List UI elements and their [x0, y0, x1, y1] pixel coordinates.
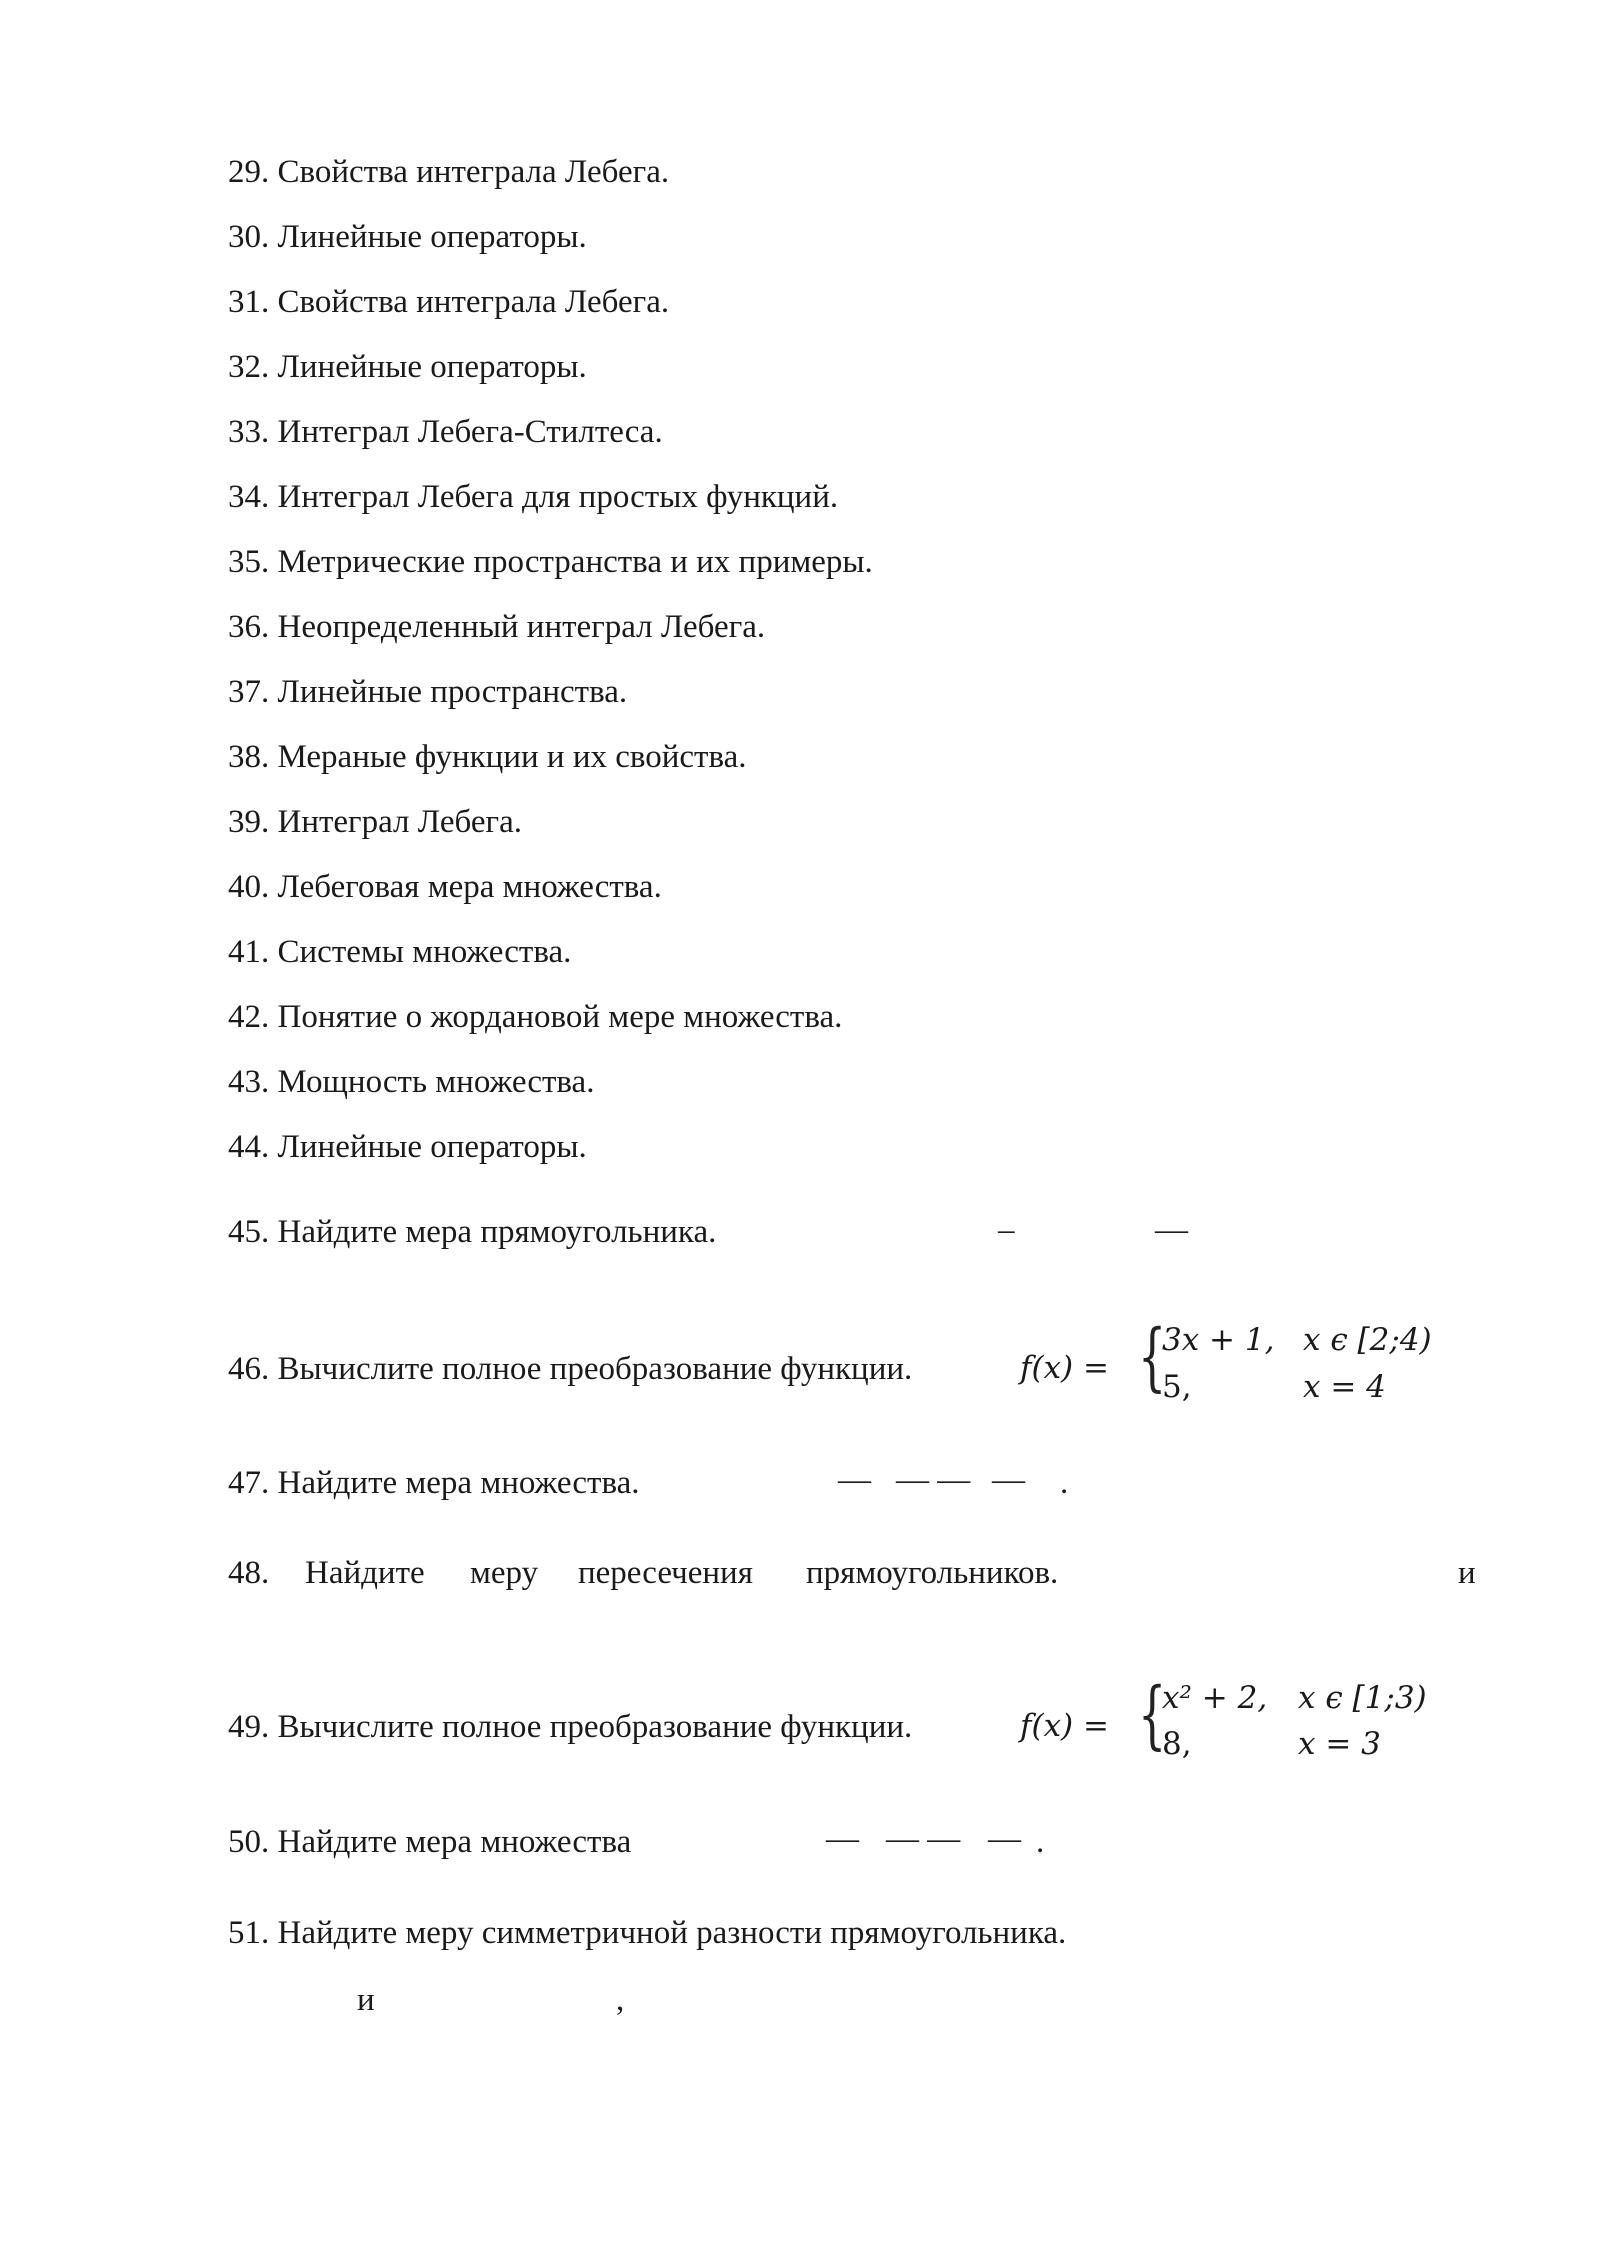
list-item: 35. Метрические пространства и их примеры.	[228, 544, 873, 580]
list-item: 43. Мощность множества.	[228, 1064, 595, 1100]
list-item: 36. Неопределенный интеграл Лебега.	[228, 609, 766, 645]
question-48-word: Найдите	[305, 1555, 425, 1591]
question-51: 51. Найдите меру симметричной разности прямоугольника.	[228, 1915, 1067, 1951]
brace-icon: {	[1138, 1314, 1167, 1400]
list-item: 34. Интеграл Лебега для простых функций.	[228, 479, 839, 515]
formula-row-1-cond: x ϵ [1;3)	[1298, 1680, 1427, 1716]
formula-row-2-cond: x = 3	[1298, 1726, 1381, 1762]
missing-formula-dash: —	[988, 1821, 1021, 1857]
formula-row-2-cond: x = 4	[1303, 1369, 1386, 1405]
missing-formula-dash: —	[826, 1821, 859, 1857]
formula-row-2-expr: 5,	[1162, 1369, 1192, 1405]
missing-formula-dash: — —	[896, 1462, 971, 1498]
formula-row-1-expr: 3x + 1,	[1162, 1322, 1275, 1358]
question-48-number: 48.	[228, 1555, 270, 1591]
list-item: 42. Понятие о жордановой мере множества.	[228, 999, 843, 1035]
list-item: 31. Свойства интеграла Лебега.	[228, 284, 670, 320]
question-48-word: прямоугольников.	[806, 1555, 1059, 1591]
question-51-conjunction: и	[357, 1982, 375, 2018]
list-item: 38. Мераные функции и их свойства.	[228, 739, 747, 775]
missing-formula-dash: —	[992, 1462, 1025, 1498]
list-item: 37. Линейные пространства.	[228, 674, 628, 710]
question-47: 47. Найдите мера множества.	[228, 1465, 640, 1501]
list-item: 44. Линейные операторы.	[228, 1129, 587, 1165]
formula-fx: f(x) =	[1020, 1350, 1109, 1386]
question-49: 49. Вычислите полное преобразование функции.	[228, 1709, 913, 1745]
missing-formula-dash: —	[838, 1462, 871, 1498]
list-item: 30. Линейные операторы.	[228, 219, 587, 255]
formula-row-1-cond: x ϵ [2;4)	[1303, 1322, 1432, 1358]
question-46: 46. Вычислите полное преобразование функции.	[228, 1351, 913, 1387]
list-item: 29. Свойства интеграла Лебега.	[228, 154, 670, 190]
missing-formula-dash: —	[1155, 1212, 1188, 1248]
formula-row-2-expr: 8,	[1162, 1726, 1192, 1762]
missing-formula-dash: –	[998, 1212, 1015, 1248]
list-item: 39. Интеграл Лебега.	[228, 804, 522, 840]
formula-fx: f(x) =	[1020, 1708, 1109, 1744]
period: .	[1060, 1465, 1069, 1501]
brace-icon: {	[1138, 1672, 1167, 1758]
list-item: 32. Линейные операторы.	[228, 349, 587, 385]
list-item: 40. Лебеговая мера множества.	[228, 869, 662, 905]
period: .	[1036, 1824, 1045, 1860]
question-51-comma: ,	[616, 1982, 625, 2018]
question-48-conjunction: и	[1458, 1555, 1476, 1591]
question-48-word: пересечения	[578, 1555, 753, 1591]
question-48-word: меру	[470, 1555, 539, 1591]
missing-formula-dash: — —	[886, 1821, 961, 1857]
list-item: 33. Интеграл Лебега-Стилтеса.	[228, 414, 663, 450]
formula-row-1-expr: x² + 2,	[1162, 1680, 1268, 1716]
list-item: 41. Системы множества.	[228, 934, 572, 970]
question-50: 50. Найдите мера множества	[228, 1824, 632, 1860]
question-45: 45. Найдите мера прямоугольника.	[228, 1214, 717, 1250]
